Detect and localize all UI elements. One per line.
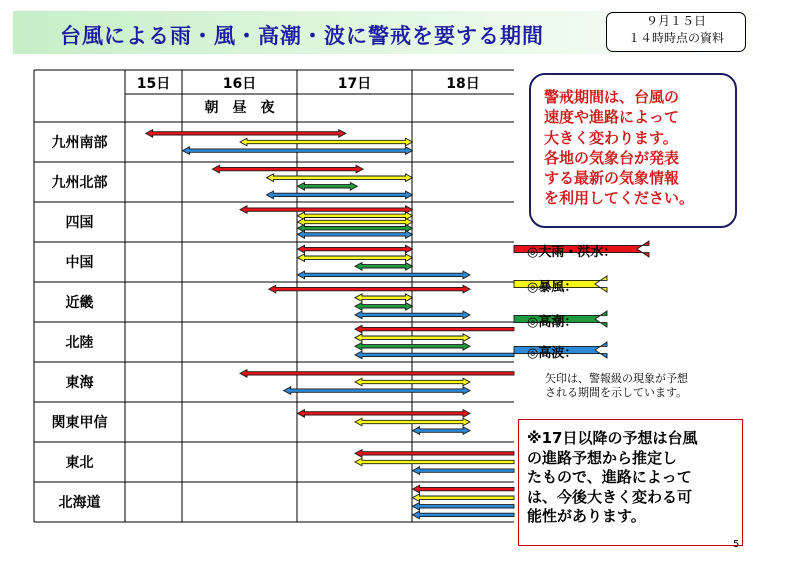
caution-note-line: 速度や進路によって bbox=[544, 108, 680, 127]
period-arrow-wind bbox=[413, 494, 515, 502]
period-arrow-wind bbox=[266, 174, 412, 182]
region-label: 北陸 bbox=[65, 335, 94, 351]
page-title: 台風による雨・風・高潮・波に警戒を要する期間 bbox=[60, 24, 544, 48]
period-arrow-wave bbox=[413, 467, 515, 475]
period-arrow-wave bbox=[298, 231, 413, 239]
legend-wind-label: ◎暴風： bbox=[527, 280, 578, 295]
chart-arrows bbox=[146, 130, 514, 519]
forecast-disclaimer bbox=[518, 419, 743, 546]
period-arrow-wind bbox=[298, 254, 413, 262]
region-label: 東北 bbox=[65, 455, 94, 471]
region-label: 近畿 bbox=[65, 295, 94, 311]
period-arrow-rain bbox=[298, 245, 413, 253]
period-arrow-wind bbox=[355, 294, 413, 302]
caution-note-line: する最新の気象情報 bbox=[544, 169, 680, 188]
period-arrow-wave bbox=[266, 191, 412, 199]
period-arrow-wave bbox=[413, 427, 471, 435]
period-arrow-wave bbox=[298, 271, 471, 279]
legend-surge-label: ◎高潮： bbox=[527, 315, 578, 330]
period-arrow-surge bbox=[355, 303, 413, 311]
legend-note-line: 矢印は、警報級の現象が予想 bbox=[545, 372, 688, 385]
period-arrow-rain bbox=[355, 450, 514, 458]
period-arrow-surge bbox=[298, 183, 358, 191]
period-arrow-rain bbox=[146, 130, 346, 138]
period-arrow-rain bbox=[355, 325, 514, 333]
date-line-1: ９月１５日 bbox=[645, 14, 706, 28]
period-arrow-rain bbox=[240, 206, 413, 214]
date-line-2: １４時時点の資料 bbox=[627, 31, 724, 45]
period-arrow-rain bbox=[269, 285, 470, 293]
day-header-18: 18日 bbox=[446, 76, 480, 92]
page-number: 5 bbox=[733, 539, 740, 550]
legend-rain-label: ◎大雨・洪水： bbox=[527, 245, 617, 260]
period-arrow-rain bbox=[298, 410, 471, 418]
period-arrow-wave bbox=[284, 387, 470, 395]
caution-note-line: 各地の気象台が発表 bbox=[544, 148, 680, 167]
day-header-17: 17日 bbox=[337, 76, 372, 92]
disclaimer-line: たもので、進路によって bbox=[527, 468, 692, 487]
region-label: 東海 bbox=[65, 375, 94, 391]
caution-note-line: 警戒期間は、台風の bbox=[544, 88, 680, 106]
day-header-15: 15日 bbox=[136, 76, 171, 92]
region-label: 四国 bbox=[65, 215, 94, 231]
period-arrow-wind bbox=[240, 138, 413, 146]
period-arrow-rain bbox=[413, 485, 515, 493]
disclaimer-line: は、今後大きく変わる可 bbox=[527, 487, 693, 506]
caution-note-line: 大きく変わります。 bbox=[544, 128, 678, 147]
day-header-16: 16日 bbox=[222, 76, 257, 92]
period-arrow-surge bbox=[298, 224, 413, 232]
disclaimer-line: ※17日以降の予想は台風 bbox=[527, 429, 698, 447]
period-arrow-wind bbox=[298, 212, 413, 220]
region-label: 北海道 bbox=[58, 495, 101, 511]
caution-note-line: を利用してください。 bbox=[544, 189, 695, 208]
period-arrow-wave bbox=[413, 511, 515, 519]
legend-note-line: される期間を示しています。 bbox=[545, 386, 688, 399]
period-arrow-rain bbox=[240, 370, 514, 378]
region-label: 関東甲信 bbox=[51, 415, 108, 431]
period-arrow-wave bbox=[413, 503, 515, 511]
time-of-day-header: 朝 昼 夜 bbox=[204, 100, 275, 116]
region-label: 中国 bbox=[65, 255, 94, 271]
legend-wave-label: ◎高波： bbox=[527, 346, 578, 361]
disclaimer-line: の進路予想から推定し bbox=[527, 448, 678, 467]
caution-note bbox=[529, 73, 737, 228]
legend-note bbox=[545, 372, 688, 400]
region-label: 九州南部 bbox=[51, 135, 108, 151]
period-arrow-rain bbox=[212, 165, 363, 173]
period-arrow-wind bbox=[355, 458, 514, 466]
period-arrow-wave bbox=[355, 351, 514, 359]
period-arrow-wind bbox=[298, 218, 413, 226]
region-label: 九州北部 bbox=[51, 175, 108, 191]
disclaimer-line: 能性があります。 bbox=[527, 507, 646, 526]
period-arrow-surge bbox=[355, 263, 413, 271]
